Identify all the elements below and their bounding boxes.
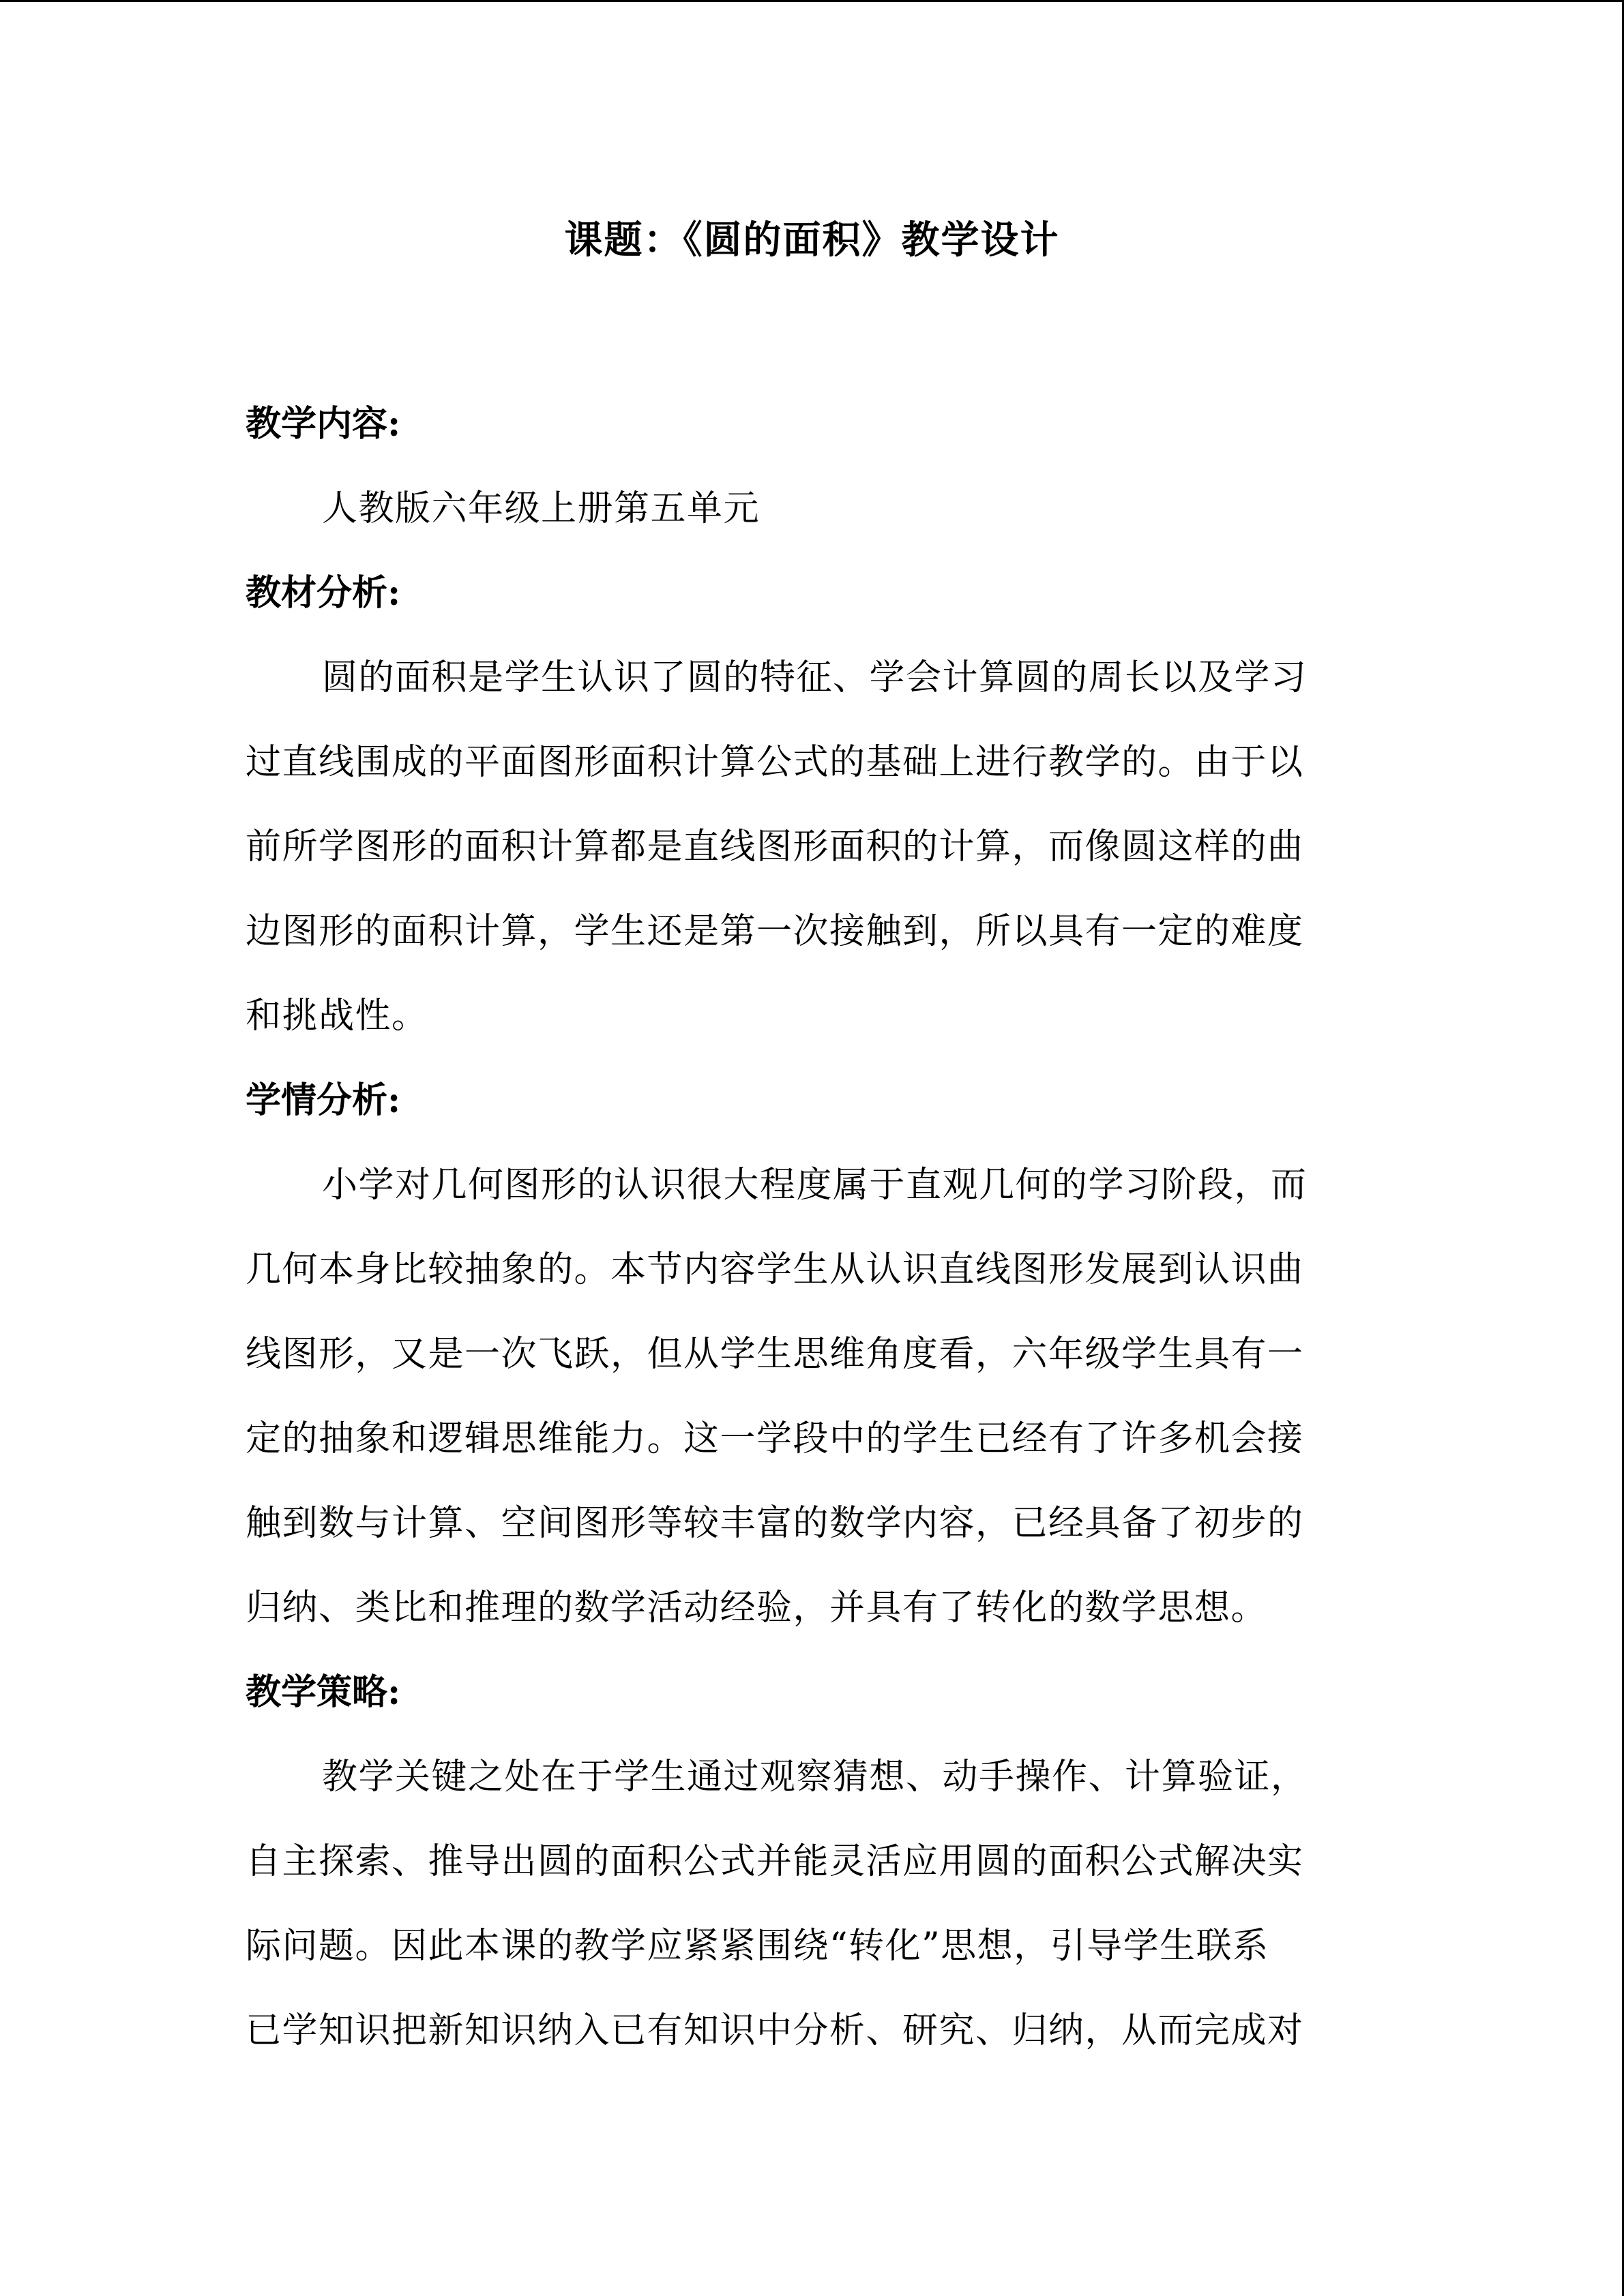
paragraph-line: 人教版六年级上册第五单元 — [322, 488, 761, 529]
document-body — [246, 382, 1357, 2073]
section-heading-strategy: 教学策略: — [246, 1671, 401, 1713]
paragraph-line: 和挑战性。 — [246, 996, 428, 1037]
section-heading-material: 教材分析: — [246, 572, 401, 614]
paragraph-line: 边图形的面积计算，学生还是第一次接触到，所以具有一定的难度 — [246, 911, 1304, 952]
paragraph-line: 触到数与计算、空间图形等较丰富的数学内容，已经具备了初步的 — [246, 1503, 1304, 1544]
paragraph-line: 前所学图形的面积计算都是直线图形面积的计算，而像圆这样的曲 — [246, 826, 1304, 867]
paragraph-line: 小学对几何图形的认识很大程度属于直观几何的学习阶段，而 — [322, 1165, 1308, 1206]
document-title: 课题：《圆的面积》教学设计 — [564, 218, 1060, 263]
paragraph-line: 定的抽象和逻辑思维能力。这一学段中的学生已经有了许多机会接 — [246, 1418, 1304, 1459]
paragraph-line: 自主探索、推导出圆的面积公式并能灵活应用圆的面积公式解决实 — [246, 1841, 1304, 1882]
paragraph-line: 过直线围成的平面图形面积计算公式的基础上进行教学的。由于以 — [246, 742, 1304, 783]
section-heading-content: 教学内容: — [246, 403, 401, 445]
paragraph-line: 线图形，又是一次飞跃，但从学生思维角度看，六年级学生具有一 — [246, 1334, 1304, 1375]
paragraph-line: 归纳、类比和推理的数学活动经验，并具有了转化的数学思想。 — [246, 1587, 1268, 1628]
paragraph-line: 际问题。因此本课的教学应紧紧围绕“转化”思想，引导学生联系 — [246, 1926, 1269, 1967]
page-border-top — [0, 0, 1624, 2]
paragraph-line: 圆的面积是学生认识了圆的特征、学会计算圆的周长以及学习 — [322, 657, 1308, 698]
paragraph-line: 几何本身比较抽象的。本节内容学生从认识直线图形发展到认识曲 — [246, 1249, 1304, 1290]
paragraph-line: 教学关键之处在于学生通过观察猜想、动手操作、计算验证， — [322, 1757, 1308, 1798]
paragraph-line: 已学知识把新知识纳入已有知识中分析、研究、归纳，从而完成对 — [246, 2010, 1304, 2051]
section-heading-students: 学情分析: — [246, 1079, 401, 1121]
